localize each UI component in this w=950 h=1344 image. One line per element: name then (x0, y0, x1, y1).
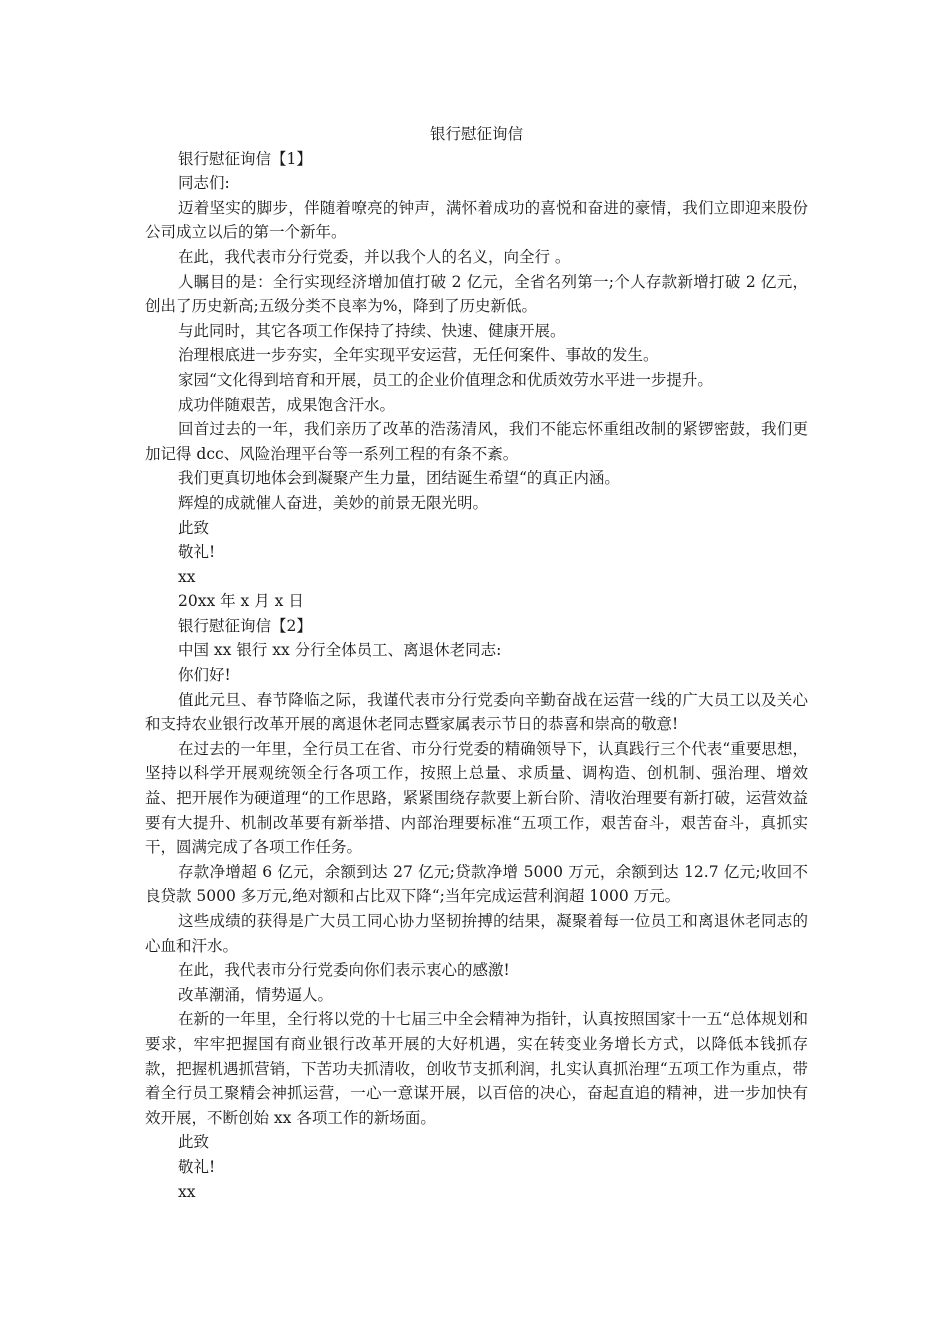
paragraph: 存款净增超 6 亿元，余额到达 27 亿元;贷款净增 5000 万元，余额到达 12.7 亿元;收回不良贷款 5000 多万元,绝对额和占比双下降“;当年完成运营利润超 1000 万元。 (145, 862, 808, 906)
closing-line: 敬礼! (178, 1157, 216, 1176)
section-heading-2: 银行慰征询信【2】 (178, 616, 312, 635)
paragraph: 辉煌的成就催人奋进，美妙的前景无限光明。 (178, 493, 489, 512)
paragraph: 我们更真切地体会到凝聚产生力量，团结诞生希望“的真正内涵。 (178, 469, 620, 488)
closing-line: 敬礼! (178, 543, 216, 562)
paragraph: 在过去的一年里，全行员工在省、市分行党委的精确领导下，认真践行三个代表“重要思想，坚持以科学开展观统领全行各项工作，按照上总量、求质量、调构造、创机制、强治理、增效益、把开展作为硬道理“的工作思路，紧紧围绕存款要上新台阶、清收治理要有新打破，运营效益要有大提升、机制改革要有新举措、内部治理要标准“五项工作，艰苦奋斗，艰苦奋斗，真抓实干，圆满完成了各项工作任务。 (145, 739, 808, 857)
paragraph: 治理根底进一步夯实，全年实现平安运营，无任何案件、事故的发生。 (178, 346, 659, 365)
addressee-2: 中国 xx 银行 xx 分行全体员工、离退休老同志: (178, 641, 502, 660)
paragraph: 迈着坚实的脚步，伴随着嘹亮的钟声，满怀着成功的喜悦和奋进的豪情，我们立即迎来股份公司成立以后的第一个新年。 (145, 198, 808, 242)
signature: xx (178, 1182, 196, 1201)
document-title: 银行慰征询信 (429, 125, 523, 143)
signature: xx (178, 567, 196, 586)
date-line: 20xx 年 x 月 x 日 (178, 592, 304, 611)
salutation-1: 同志们: (178, 174, 230, 193)
paragraph: 回首过去的一年，我们亲历了改革的浩荡清风，我们不能忘怀重组改制的紧锣密鼓，我们更加记得 dcc、风险治理平台等一系列工程的有条不紊。 (145, 420, 808, 463)
paragraph: 在新的一年里，全行将以党的十七届三中全会精神为指针，认真按照国家十一五“总体规划和要求，牢牢把握国有商业银行改革开展的大好机遇，实在转变业务增长方式，以降低本钱抓存款，把握机遇抓营销，下苦功夫抓清收，创收节支抓利润，扎实认真抓治理“五项工作为重点，带着全行员工聚精会神抓运营，一心一意谋开展，以百倍的决心，奋起直追的精神，进一步加快有效开展，不断创始 xx 各项工作的新场面。 (145, 1010, 808, 1127)
paragraph: 改革潮涌，情势逼人。 (178, 985, 334, 1004)
paragraph: 家园“文化得到培育和开展，员工的企业价值理念和优质效劳水平进一步提升。 (178, 370, 713, 389)
paragraph: 值此元旦、春节降临之际，我谨代表市分行党委向辛勤奋战在运营一线的广大员工以及关心和支持农业银行改革开展的离退休老同志暨家属表示节日的恭喜和崇高的敬意! (145, 690, 808, 734)
salutation-2: 你们好! (178, 666, 231, 685)
section-heading-1: 银行慰征询信【1】 (178, 149, 312, 168)
closing-line: 此致 (178, 518, 210, 537)
closing-line: 此致 (178, 1133, 210, 1152)
paragraph: 人瞩目的是：全行实现经济增加值打破 2 亿元，全省名列第一;个人存款新增打破 2 亿元，创出了历史新高;五级分类不良率为%，降到了历史新低。 (145, 272, 808, 316)
paragraph: 成功伴随艰苦，成果饱含汗水。 (178, 395, 396, 414)
document-page (145, 122, 808, 1204)
paragraph: 在此，我代表市分行党委，并以我个人的名义，向全行 。 (178, 247, 571, 266)
paragraph: 这些成绩的获得是广大员工同心协力坚韧拚搏的结果，凝聚着每一位员工和离退休老同志的心血和汗水。 (145, 912, 808, 955)
paragraph: 与此同时，其它各项工作保持了持续、快速、健康开展。 (178, 321, 566, 340)
paragraph: 在此，我代表市分行党委向你们表示衷心的感激! (178, 961, 510, 980)
